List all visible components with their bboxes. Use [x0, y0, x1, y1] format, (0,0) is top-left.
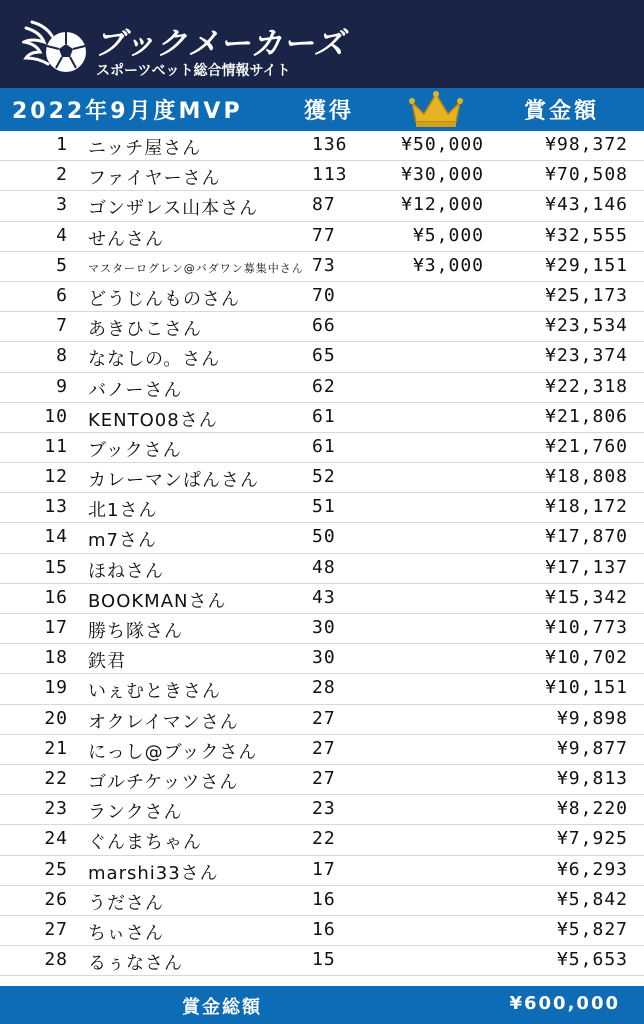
name-cell: どうじんものさん — [88, 288, 240, 310]
name-cell: 勝ち隊さん — [88, 621, 183, 642]
table-row — [0, 614, 644, 644]
table-row — [0, 735, 644, 765]
rank-cell: 5 — [56, 254, 68, 276]
rank-cell: 18 — [44, 647, 68, 669]
points-cell: 52 — [312, 466, 336, 488]
points-cell: 136 — [312, 134, 348, 155]
table-row — [0, 765, 644, 795]
table-row — [0, 493, 644, 523]
table-row — [0, 886, 644, 916]
table-header — [0, 88, 644, 131]
rank-cell: 26 — [44, 888, 68, 910]
table-row — [0, 131, 644, 161]
table-title: 2022年9月度MVP — [12, 99, 243, 124]
table-row — [0, 373, 644, 403]
rank-cell: 3 — [56, 194, 68, 216]
total-cell: ¥17,870 — [545, 526, 628, 548]
total-cell: ¥43,146 — [545, 194, 628, 216]
total-cell: ¥18,808 — [545, 466, 628, 488]
table-row — [0, 554, 644, 584]
rank-cell: 20 — [44, 707, 68, 729]
total-cell: ¥21,760 — [545, 435, 628, 457]
rank-cell: 25 — [44, 858, 68, 880]
total-cell: ¥32,555 — [545, 224, 628, 246]
points-cell: 30 — [312, 617, 336, 638]
rank-cell: 22 — [44, 767, 68, 789]
points-cell: 51 — [312, 496, 336, 518]
points-cell: 27 — [312, 707, 336, 729]
name-cell: marshi33さん — [88, 862, 219, 884]
total-cell: ¥22,318 — [545, 375, 628, 397]
table-row — [0, 856, 644, 886]
total-cell: ¥18,172 — [545, 496, 628, 518]
total-cell: ¥5,842 — [556, 888, 628, 910]
points-cell: 43 — [312, 586, 336, 608]
points-cell: 66 — [312, 315, 336, 337]
rank-cell: 27 — [44, 918, 68, 940]
table-row — [0, 916, 644, 946]
rank-cell: 6 — [56, 284, 68, 306]
points-cell: 50 — [312, 526, 336, 548]
total-cell: ¥9,877 — [556, 737, 628, 759]
total-cell: ¥17,137 — [545, 556, 628, 578]
table-row — [0, 584, 644, 614]
table-row — [0, 433, 644, 463]
name-cell: BOOKMANさん — [88, 590, 227, 612]
crown-icon — [408, 90, 464, 128]
name-cell: オクレイマンさん — [88, 711, 239, 733]
total-cell: ¥29,151 — [545, 254, 628, 276]
rank-cell: 7 — [56, 315, 68, 337]
site-title[interactable]: ブックメーカーズ — [94, 26, 346, 62]
rank-cell: 2 — [56, 164, 68, 186]
points-cell: 22 — [312, 828, 336, 850]
rank-cell: 19 — [44, 677, 68, 699]
ranking-table — [0, 131, 644, 976]
points-cell: 62 — [312, 375, 336, 397]
points-cell: 48 — [312, 556, 336, 578]
points-cell: 65 — [312, 345, 336, 367]
name-cell: いぇむときさん — [88, 681, 221, 703]
rank-cell: 12 — [44, 466, 68, 488]
rank-cell: 13 — [44, 496, 68, 518]
points-cell: 61 — [312, 435, 336, 457]
points-cell: 27 — [312, 737, 336, 759]
rank-cell: 11 — [44, 435, 68, 457]
total-cell: ¥23,374 — [545, 345, 628, 367]
name-cell: ファイヤーさん — [88, 168, 221, 190]
table-row — [0, 674, 644, 704]
points-cell: 77 — [312, 224, 336, 246]
total-cell: ¥70,508 — [545, 164, 628, 186]
table-row — [0, 161, 644, 191]
total-cell: ¥5,827 — [556, 918, 628, 940]
name-cell: あきひこさん — [88, 319, 202, 341]
rank-cell: 8 — [56, 345, 68, 367]
table-row — [0, 644, 644, 674]
total-cell: ¥6,293 — [556, 858, 628, 880]
rank-cell: 24 — [44, 828, 68, 850]
points-cell: 27 — [312, 767, 336, 789]
points-cell: 61 — [312, 405, 336, 427]
name-cell: ランクさん — [88, 802, 183, 824]
name-cell: 北1さん — [88, 500, 158, 522]
points-column-header: 獲得 — [304, 99, 355, 124]
total-cell: ¥15,342 — [545, 586, 628, 608]
table-row — [0, 312, 644, 342]
points-cell: 16 — [312, 918, 336, 940]
prize-cell: ¥12,000 — [401, 194, 484, 216]
total-cell: ¥7,925 — [556, 828, 628, 850]
points-cell: 15 — [312, 949, 336, 971]
name-cell: うださん — [88, 892, 164, 914]
rank-cell: 9 — [56, 375, 68, 397]
total-cell: ¥10,151 — [545, 677, 628, 699]
prize-cell: ¥5,000 — [412, 224, 484, 246]
rank-cell: 10 — [44, 405, 68, 427]
name-cell: KENTO08さん — [88, 409, 218, 431]
table-row — [0, 403, 644, 433]
site-header — [0, 0, 644, 88]
points-cell: 28 — [312, 677, 336, 699]
total-cell: ¥9,813 — [556, 767, 628, 789]
total-cell: ¥10,773 — [545, 617, 628, 638]
name-cell: ゴンザレス山本さん — [88, 198, 259, 220]
name-cell: カレーマンぱんさん — [88, 470, 259, 492]
name-cell: m7さん — [88, 530, 157, 552]
name-cell: マスターログレン@バダワン募集中さん — [88, 261, 304, 275]
table-row — [0, 523, 644, 553]
points-cell: 70 — [312, 284, 336, 306]
rank-cell: 14 — [44, 526, 68, 548]
footer-label: 賞金総額 — [182, 997, 262, 1018]
name-cell: バノーさん — [88, 379, 183, 401]
footer-total: ¥600,000 — [509, 993, 620, 1014]
name-cell: ななしの。さん — [88, 349, 221, 371]
site-subtitle: スポーツベット総合情報サイト — [96, 63, 291, 79]
table-row — [0, 825, 644, 855]
rank-cell: 21 — [44, 737, 68, 759]
prize-cell: ¥50,000 — [401, 134, 484, 155]
table-row — [0, 222, 644, 252]
total-cell: ¥21,806 — [545, 405, 628, 427]
table-row — [0, 705, 644, 735]
table-row — [0, 252, 644, 282]
points-cell: 30 — [312, 647, 336, 669]
rank-cell: 4 — [56, 224, 68, 246]
name-cell: ちぃさん — [88, 922, 164, 944]
name-cell: ニッチ屋さん — [88, 138, 202, 159]
points-cell: 113 — [312, 164, 348, 186]
table-footer — [0, 986, 644, 1024]
rank-cell: 15 — [44, 556, 68, 578]
table-row — [0, 795, 644, 825]
total-cell: ¥8,220 — [556, 798, 628, 820]
points-cell: 73 — [312, 254, 336, 276]
rank-cell: 1 — [56, 134, 68, 155]
name-cell: せんさん — [88, 228, 164, 250]
rank-cell: 28 — [44, 949, 68, 971]
rank-cell: 17 — [44, 617, 68, 638]
total-cell: ¥98,372 — [545, 134, 628, 155]
points-cell: 23 — [312, 798, 336, 820]
name-cell: ゴルチケッツさん — [88, 771, 239, 793]
rank-cell: 16 — [44, 586, 68, 608]
table-row — [0, 463, 644, 493]
name-cell: 鉄君 — [88, 651, 126, 673]
total-column-header: 賞金額 — [524, 99, 600, 124]
total-cell: ¥5,653 — [556, 949, 628, 971]
soccer-ball-flame-icon — [22, 18, 88, 78]
name-cell: ブックさん — [88, 439, 182, 461]
prize-cell: ¥3,000 — [412, 254, 484, 276]
total-cell: ¥23,534 — [545, 315, 628, 337]
points-cell: 16 — [312, 888, 336, 910]
prize-cell: ¥30,000 — [401, 164, 484, 186]
name-cell: るぅなさん — [88, 953, 183, 975]
name-cell: ほねさん — [88, 560, 164, 582]
name-cell: にっし@ブックさん — [88, 741, 258, 763]
table-row — [0, 191, 644, 221]
table-row — [0, 282, 644, 312]
table-row — [0, 342, 644, 372]
total-cell: ¥25,173 — [545, 284, 628, 306]
points-cell: 17 — [312, 858, 336, 880]
points-cell: 87 — [312, 194, 336, 216]
name-cell: ぐんまちゃん — [88, 832, 202, 854]
total-cell: ¥10,702 — [545, 647, 628, 669]
total-cell: ¥9,898 — [556, 707, 628, 729]
rank-cell: 23 — [44, 798, 68, 820]
table-row — [0, 946, 644, 976]
